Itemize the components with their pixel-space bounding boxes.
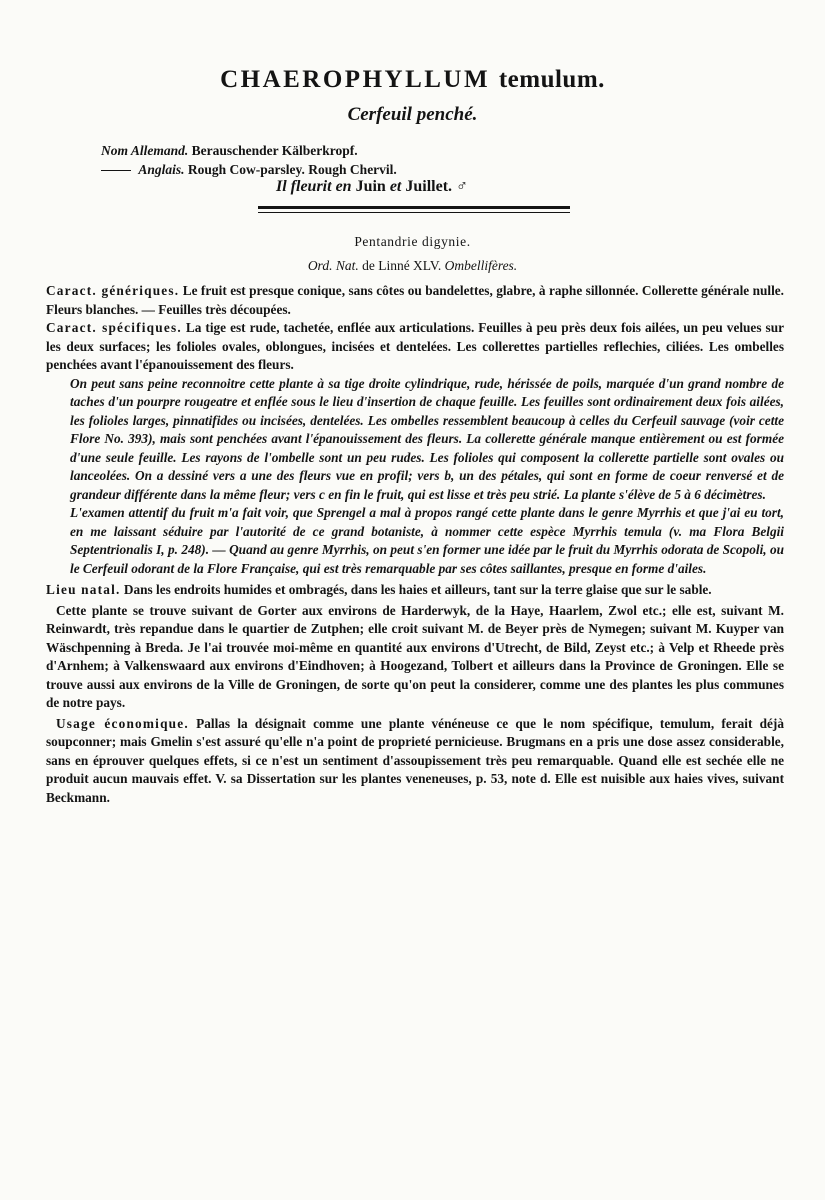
flowering-prefix: Il fleurit en bbox=[276, 178, 352, 195]
vernacular-names bbox=[101, 141, 397, 179]
specific-heading: Caract. spécifiques. bbox=[46, 320, 182, 335]
habitat-paragraph bbox=[46, 581, 784, 600]
linnaean-class: Pentandrie digynie. bbox=[354, 234, 471, 249]
usage-text: Pallas la désignait comme une plante vénéneuse ce que le nom spécifique, temulum, ferait déjà soupconner; mais Gmelin s'est assuré qu'elle n'a point de proprieté pernicieuse. Brugmans en a pris une dose assez considerable, sans en éprouver quelques effets, si ce n'est un sentiment d'assoupissement très peu remarquable. Quand elle est sechée elle ne produit aucun mauvais effet. V. sa Dissertation sur les plantes veneneuses, p. 53, note d. Elle est nuisible aux haies vives, suivant Beckmann. bbox=[46, 715, 785, 805]
generic-heading: Caract. génériques. bbox=[46, 283, 180, 298]
species-name: temulum. bbox=[498, 66, 605, 93]
generic-text: Le fruit est presque conique, sans côtes ou bandelettes, glabre, à raphe sillonnée. Collerette générale nulle. Fleurs blanches. — Feuilles très découpées. bbox=[46, 283, 784, 317]
order-mid: de Linné XLV. bbox=[362, 258, 442, 273]
flowering-month-2: Juillet. bbox=[405, 178, 453, 195]
german-name-line bbox=[101, 141, 397, 160]
ditto-dash bbox=[101, 170, 131, 171]
taxonomy-note: L'examen attentif du fruit m'a fait voir, que Sprengel a mal à propos rangé cette plante dans le genre Myrrhis et que j'ai eu tort, en me laissant séduire par l'autorité de ce grand botaniste, à nommer cette espèce Myrrhis temula (v. ma Flora Belgii Septentrionalis I, p. 248). — Quand au genre Myrrhis, on peut s'en former une idée par le fruit du Myrrhis odorata de Scopoli, ou le Cerfeuil odorant de la Flore Française, qui est très remarquable par ses côtes saillantes, presque en forme d'ailes. bbox=[70, 505, 784, 576]
genus-name: CHAEROPHYLLUM bbox=[220, 66, 491, 93]
usage-paragraph bbox=[46, 715, 784, 808]
english-name-line bbox=[101, 160, 397, 179]
flowering-month-1: Juin bbox=[355, 178, 386, 195]
divider-thin bbox=[258, 212, 570, 213]
habitat-text: Dans les endroits humides et ombragés, dans les haies et ailleurs, tant sur la terre glaise que sur le sable. bbox=[123, 582, 712, 597]
german-label: Nom Allemand. bbox=[101, 143, 189, 158]
german-name: Berauschender Kälberkropf. bbox=[191, 143, 358, 158]
order-family: Ombellifères. bbox=[444, 258, 518, 273]
description-body bbox=[46, 282, 784, 807]
usage-heading: Usage économique. bbox=[56, 715, 189, 731]
divider-thick bbox=[258, 206, 570, 209]
page-title bbox=[0, 66, 825, 94]
flowering-conj: et bbox=[389, 178, 402, 195]
specific-characters bbox=[46, 319, 784, 375]
natural-order bbox=[0, 258, 825, 274]
english-label: Anglais. bbox=[138, 162, 185, 177]
male-symbol-icon: ♂ bbox=[456, 178, 469, 195]
habitat-heading: Lieu natal. bbox=[46, 582, 121, 597]
description-note: On peut sans peine reconnoitre cette plante à sa tige droite cylindrique, rude, hérissée de poils, marquée d'un grand nombre de taches d'un pourpre rougeatre et enflée sous le lieu d'insertion de chaque feuille. Les feuilles sont ordinairement deux fois ailées, les folioles larges, pinnatifides ou incisées, dentelées. Les ombelles ressemblent beaucoup à celles du Cerfeuil sauvage (voir cette Flore No. 393), mais sont penchées avant l'épanouissement des fleurs. La collerette générale manque entièrement ou est formée d'une seule feuille. Les rayons de l'ombelle sont un peu rudes. Les folioles qui composent la collerette partielle sont ovales ou lanceolées. On a dessiné vers a une des fleurs vue en profil; vers b, un des pétales, qui sont en forme de coeur renversé et de grandeur différente dans la même fleur; vers c en fin le fruit, qui est lisse et très peu strié. La plante s'élève de 5 à 6 décimètres. bbox=[70, 375, 784, 502]
flowering-period bbox=[276, 178, 468, 196]
english-name: Rough Cow-parsley. Rough Chervil. bbox=[187, 162, 397, 177]
french-common-name: Cerfeuil penché. bbox=[347, 104, 478, 125]
distribution-paragraph: Cette plante se trouve suivant de Gorter aux environs de Harderwyk, de la Haye, Haarlem, Zwol etc.; elle est, suivant M. Reinwardt, très repandue dans le quartier de Zutphen; elle croit suivant M. de Beyer près de Nymegen; suivant M. Kuyper van Wäschpenning à Breda. Je l'ai trouvée moi-même en quantité aux environs d'Utrecht, de Bild, Zeyst etc.; à Velp et Rheede près d'Arnhem; à Valkenswaard aux environs d'Eindhoven; à Hoogezand, Tolbert et ailleurs dans la Province de Groningen. Elle se trouve aussi aux environs de la Ville de Groningen, de sorte qu'on peut la considerer, comme une des plantes les plus communes de notre pays. bbox=[46, 602, 784, 710]
order-prefix: Ord. Nat. bbox=[307, 258, 359, 273]
specific-text: La tige est rude, tachetée, enflée aux articulations. Feuilles à peu près deux fois ailées, un peu velues sur les deux surfaces; les folioles ovales, oblongues, incisées et dentelées. Les collerettes partielles reflechies, ciliées. Les ombelles penchées avant l'épanouissement des fleurs. bbox=[46, 320, 784, 372]
generic-characters bbox=[46, 282, 784, 319]
